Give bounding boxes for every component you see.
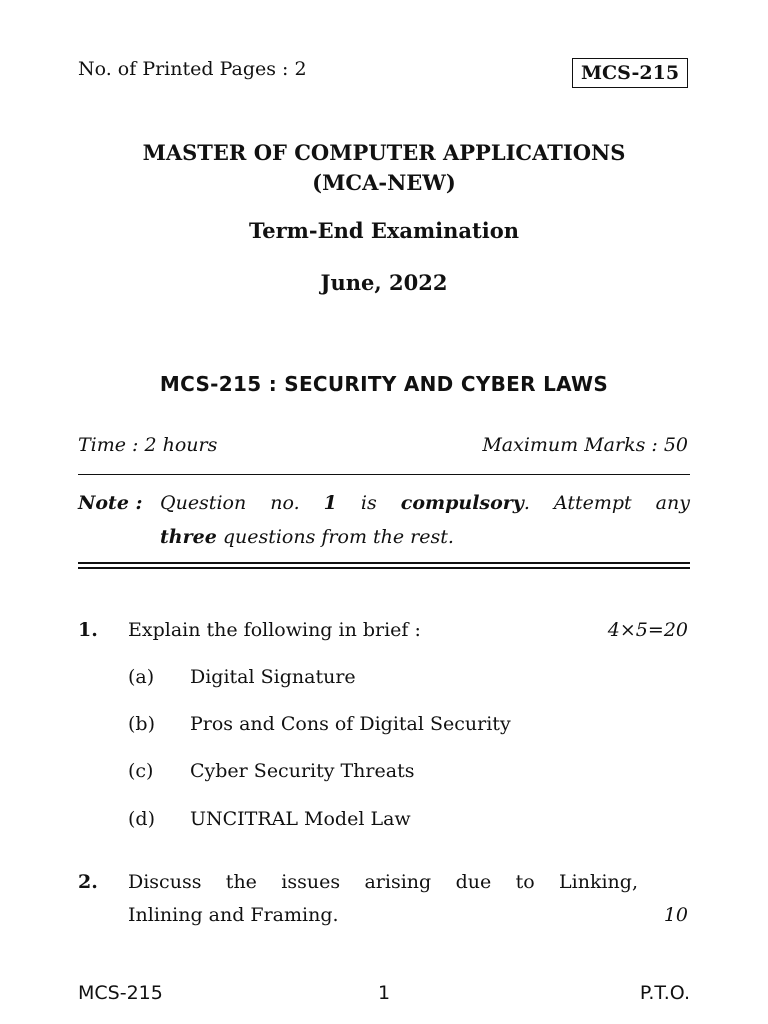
sub-question-text: UNCITRAL Model Law [190, 808, 411, 830]
note-text-part: Question no. [160, 492, 300, 514]
question-text-line-1: Discuss the issues arising due to Linking, [128, 871, 638, 893]
note-text-part: . Attempt any [523, 492, 690, 514]
question-number: 2. [78, 871, 98, 893]
sub-question-label: (b) [128, 713, 155, 735]
question-marks: 4×5=20 [607, 619, 688, 641]
printed-pages-count: No. of Printed Pages : 2 [78, 58, 307, 80]
sub-question-text: Pros and Cons of Digital Security [190, 713, 511, 735]
note-text-part: questions from the rest. [222, 526, 454, 548]
course-code-box: MCS-215 [572, 58, 688, 88]
sub-question-text: Digital Signature [190, 666, 356, 688]
question-number: 1. [78, 619, 98, 641]
sub-question-label: (c) [128, 760, 154, 782]
page-number: 1 [377, 982, 391, 1004]
please-turn-over: P.T.O. [639, 982, 690, 1004]
question-marks: 10 [663, 904, 688, 926]
question-text: Explain the following in brief : [128, 619, 421, 641]
sub-question-label: (d) [128, 808, 155, 830]
exam-date: June, 2022 [320, 270, 448, 295]
note-text-line-2 [160, 526, 454, 548]
exam-type: Term-End Examination [248, 218, 519, 243]
double-rule-bottom [78, 567, 690, 569]
note-text-part: is [360, 492, 377, 514]
note-label: Note : [78, 492, 143, 514]
sub-question-label: (a) [128, 666, 155, 688]
question-text-line-2: Inlining and Framing. [128, 904, 339, 926]
degree-title: MASTER OF COMPUTER APPLICATIONS [142, 140, 626, 165]
divider-rule [78, 474, 690, 475]
exam-duration: Time : 2 hours [78, 434, 218, 456]
footer-course-code: MCS-215 [78, 982, 163, 1004]
note-question-number: 1 [323, 492, 337, 514]
degree-subtitle: (MCA-NEW) [312, 170, 456, 195]
note-compulsory: compulsory [400, 492, 524, 514]
note-text-line-1 [160, 492, 690, 514]
note-three: three [160, 526, 217, 548]
course-title: MCS-215 : SECURITY AND CYBER LAWS [159, 372, 609, 396]
sub-question-text: Cyber Security Threats [190, 760, 415, 782]
maximum-marks: Maximum Marks : 50 [482, 434, 688, 456]
double-rule-top [78, 562, 690, 564]
